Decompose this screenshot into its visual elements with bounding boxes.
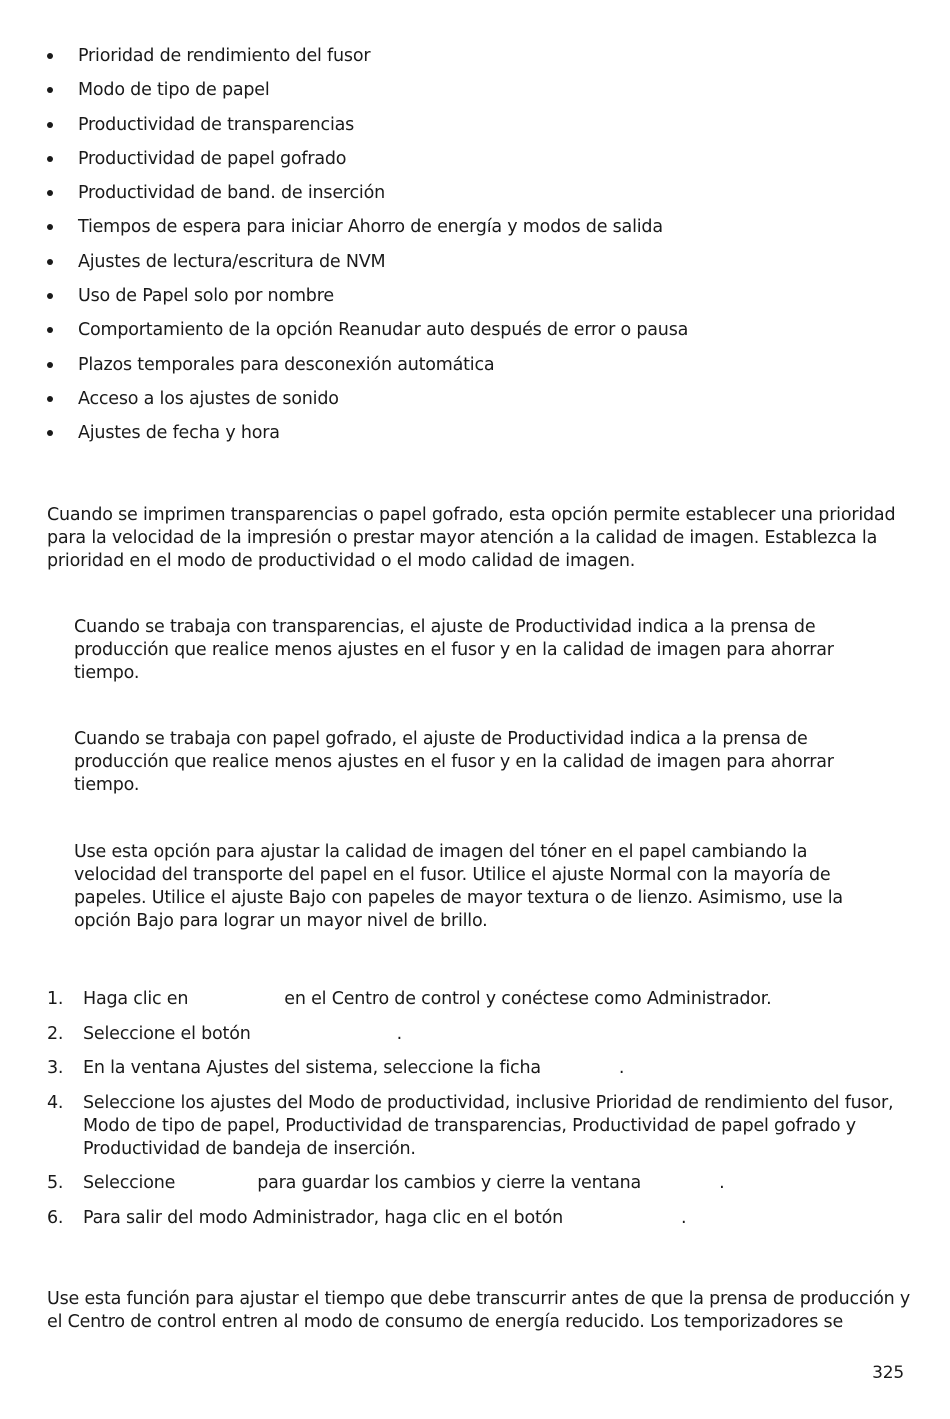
bullet-icon xyxy=(47,396,53,402)
list-item xyxy=(47,113,688,147)
step-text: Seleccione xyxy=(83,1173,176,1193)
list-item-text: Modo de tipo de papel xyxy=(78,80,270,101)
list-item xyxy=(47,44,688,78)
list-item-text: Ajustes de fecha y hora xyxy=(78,423,280,444)
step-number: 5. xyxy=(47,1173,64,1193)
step-number: 2. xyxy=(47,1023,64,1044)
list-item-text: Comportamiento de la opción Reanudar auto después de error o pausa xyxy=(78,320,689,341)
bullet-icon xyxy=(47,327,53,333)
list-item xyxy=(47,284,688,318)
step-item xyxy=(47,1207,917,1230)
bullet-icon xyxy=(47,190,53,196)
step-item xyxy=(47,1172,917,1195)
list-item-text: Uso de Papel solo por nombre xyxy=(78,286,334,307)
procedure-steps xyxy=(47,988,917,1241)
step-text: Seleccione el botón xyxy=(83,1023,251,1044)
step-text: . xyxy=(618,1058,625,1078)
transparency-productivity-paragraph: Cuando se trabaja con transparencias, el ajuste de Productividad indica a la prensa de producción que realice menos ajustes en el fusor y en la calidad de imagen para ahorrar tiempo. xyxy=(74,617,834,683)
step-text: para guardar los cambios y cierre la ventana xyxy=(257,1173,642,1193)
step-text: . xyxy=(681,1207,687,1228)
step-text: en el Centro de control y conéctese como Administrador. xyxy=(284,989,772,1009)
list-item xyxy=(47,215,688,249)
list-item xyxy=(47,147,688,181)
list-item xyxy=(47,318,688,352)
step-text: . xyxy=(719,1173,725,1193)
list-item xyxy=(47,353,688,387)
list-item-text: Plazos temporales para desconexión automática xyxy=(78,354,495,375)
step-number: 1. xyxy=(47,989,64,1009)
list-item xyxy=(47,421,688,455)
list-item-text: Productividad de papel gofrado xyxy=(78,148,347,169)
bullet-icon xyxy=(47,362,53,368)
embossed-productivity-paragraph: Cuando se trabaja con papel gofrado, el ajuste de Productividad indica a la prensa de producción que realice menos ajustes en el fusor y en la calidad de imagen para ahorrar tiempo. xyxy=(74,729,834,795)
step-number: 4. xyxy=(47,1092,64,1113)
step-text: Seleccione los ajustes del Modo de productividad, inclusive Prioridad de rendimiento del fusor, Modo de tipo de papel, Productividad de transparencias, Productividad de papel gofrado y Productividad de bandeja de inserción. xyxy=(83,1092,894,1159)
step-number: 3. xyxy=(47,1058,64,1078)
step-text: Para salir del modo Administrador, haga clic en el botón xyxy=(83,1207,564,1228)
bullet-icon xyxy=(47,122,53,128)
bullet-icon xyxy=(47,293,53,299)
list-item xyxy=(47,181,688,215)
list-item-text: Prioridad de rendimiento del fusor xyxy=(78,46,371,66)
bullet-icon xyxy=(47,53,53,59)
bullet-icon xyxy=(47,224,53,230)
step-text: Haga clic en xyxy=(83,989,189,1009)
step-text: En la ventana Ajustes del sistema, seleccione la ficha xyxy=(83,1058,541,1078)
bullet-icon xyxy=(47,87,53,93)
step-item xyxy=(47,988,917,1011)
list-item xyxy=(47,78,688,112)
list-item-text: Acceso a los ajustes de sonido xyxy=(78,388,339,409)
step-item xyxy=(47,1092,917,1161)
bullet-icon xyxy=(47,430,53,436)
bullet-icon xyxy=(47,156,53,162)
step-item xyxy=(47,1023,917,1046)
list-item xyxy=(47,387,688,421)
settings-bullet-list xyxy=(47,44,688,456)
step-item xyxy=(47,1057,917,1080)
step-text: . xyxy=(396,1023,402,1044)
step-number: 6. xyxy=(47,1207,64,1228)
page-number: 325 xyxy=(872,1363,904,1383)
list-item xyxy=(47,250,688,284)
paper-type-mode-paragraph: Use esta opción para ajustar la calidad de imagen del tóner en el papel cambiando la velocidad del transporte del papel en el fusor. Utilice el ajuste Normal con la mayoría de papeles. Utilice el ajuste Bajo con papeles de mayor textura o de lienzo. Asimismo, use la opción Bajo para lograr un mayor nivel de brillo. xyxy=(74,842,843,931)
list-item-text: Tiempos de espera para iniciar Ahorro de energía y modos de salida xyxy=(78,217,663,238)
list-item-text: Ajustes de lectura/escritura de NVM xyxy=(78,251,386,272)
bullet-icon xyxy=(47,259,53,265)
fuser-priority-paragraph: Cuando se imprimen transparencias o papel gofrado, esta opción permite establecer una prioridad para la velocidad de la impresión o prestar mayor atención a la calidad de imagen. Establezca la prioridad en el modo de productividad o el modo calidad de imagen. xyxy=(47,505,896,571)
energy-saver-paragraph: Use esta función para ajustar el tiempo que debe transcurrir antes de que la prensa de producción y el Centro de control entren al modo de consumo de energía reducido. Los temporizadores se xyxy=(47,1289,910,1332)
list-item-text: Productividad de transparencias xyxy=(78,114,355,135)
list-item-text: Productividad de band. de inserción xyxy=(78,183,385,204)
